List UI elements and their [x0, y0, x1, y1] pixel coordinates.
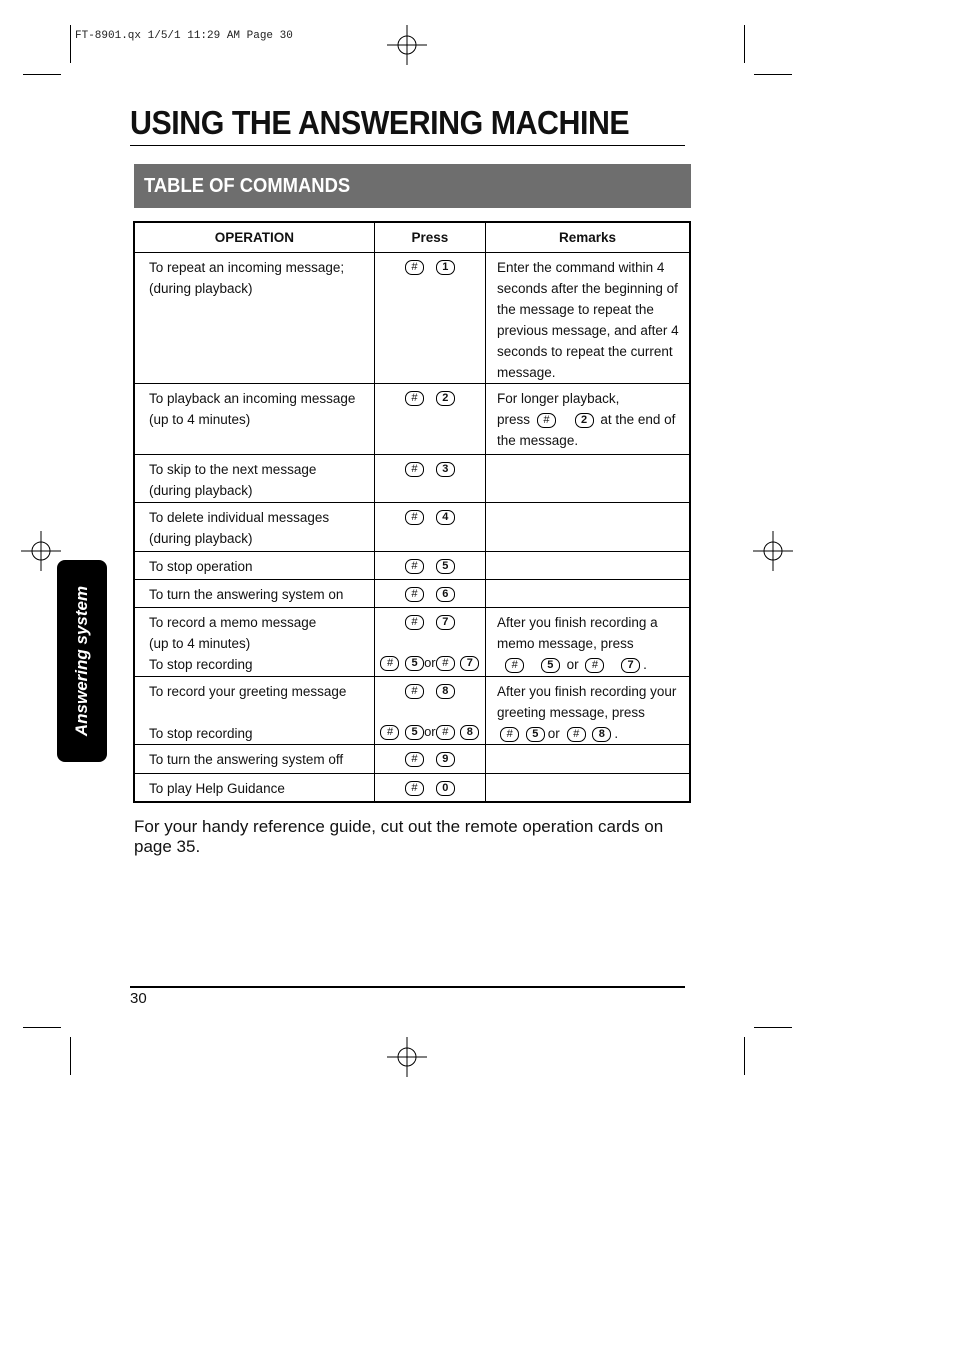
- page-number: 30: [130, 990, 147, 1007]
- remark-text: the message.: [497, 433, 579, 448]
- hash-key-icon: #: [405, 510, 424, 525]
- hash-key-icon: #: [405, 391, 424, 406]
- operation-text: To record a memo message: [149, 615, 317, 630]
- number-key-icon: 7: [460, 656, 479, 671]
- table-row: [134, 774, 690, 802]
- hash-key-icon: #: [405, 781, 424, 796]
- remark-line: [497, 723, 683, 744]
- number-key-icon: 1: [436, 260, 455, 275]
- column-header-operation: OPERATION: [134, 222, 374, 253]
- side-tab: [57, 560, 107, 762]
- remark-text: seconds to repeat the current: [497, 344, 673, 359]
- or-text: or: [566, 657, 579, 672]
- hash-key-icon: #: [436, 725, 455, 740]
- number-key-icon: 3: [436, 462, 455, 477]
- operation-text: (during playback): [149, 281, 253, 296]
- number-key-icon: 7: [621, 658, 640, 673]
- number-key-icon: 8: [460, 725, 479, 740]
- table-row: [134, 503, 690, 552]
- remark-line: [497, 409, 683, 430]
- remark-text: memo message, press: [497, 636, 634, 651]
- crop-mark: [744, 25, 745, 63]
- table-row: [134, 745, 690, 774]
- remark-text: .: [614, 726, 619, 741]
- number-key-icon: 8: [436, 684, 455, 699]
- table-row: [134, 677, 690, 745]
- registration-mark-icon: [387, 1037, 427, 1077]
- hash-key-icon: #: [585, 658, 604, 673]
- operation-text: (up to 4 minutes): [149, 412, 251, 427]
- hash-key-icon: #: [436, 656, 455, 671]
- number-key-icon: 2: [575, 413, 594, 428]
- remark-line: [497, 654, 683, 675]
- remark-text: press: [497, 412, 531, 427]
- number-key-icon: 7: [436, 615, 455, 630]
- footer-rule: [130, 986, 685, 988]
- remark-text: previous message, and after 4: [497, 323, 679, 338]
- section-title: TABLE OF COMMANDS: [144, 175, 351, 197]
- table-row: [134, 384, 690, 455]
- number-key-icon: 5: [526, 727, 545, 742]
- remark-text: After you finish recording a: [497, 615, 658, 630]
- hash-key-icon: #: [405, 752, 424, 767]
- hash-key-icon: #: [405, 462, 424, 477]
- title-rule: [130, 145, 685, 146]
- number-key-icon: 5: [405, 656, 424, 671]
- number-key-icon: 4: [436, 510, 455, 525]
- remark-text: After you finish recording your: [497, 684, 677, 699]
- remark-text: greeting message, press: [497, 705, 645, 720]
- operation-text: To playback an incoming message: [149, 391, 356, 406]
- hash-key-icon: #: [405, 615, 424, 630]
- number-key-icon: 9: [436, 752, 455, 767]
- operation-text: To record your greeting message: [149, 684, 347, 699]
- operation-text: To skip to the next message: [149, 462, 317, 477]
- or-text: or: [547, 726, 560, 741]
- crop-mark: [23, 74, 61, 75]
- hash-key-icon: #: [380, 656, 399, 671]
- or-text: or: [424, 655, 436, 670]
- remark-text: .: [643, 657, 647, 672]
- remark-text: Enter the command within 4: [497, 260, 665, 275]
- footnote: For your handy reference guide, cut out the remote operation cards on page 35.: [134, 817, 664, 856]
- table-row: [134, 455, 690, 503]
- operation-text: To stop recording: [149, 726, 253, 741]
- hash-key-icon: #: [537, 413, 556, 428]
- page-title: USING THE ANSWERING MACHINE: [130, 104, 630, 141]
- operation-text: (up to 4 minutes): [149, 636, 251, 651]
- operation-text: To turn the answering system on: [149, 587, 344, 602]
- number-key-icon: 8: [592, 727, 611, 742]
- crop-mark: [754, 74, 792, 75]
- operation-text: To delete individual messages: [149, 510, 330, 525]
- operation-text: (during playback): [149, 483, 253, 498]
- operation-text: To repeat an incoming message;: [149, 260, 345, 275]
- operation-text: (during playback): [149, 531, 253, 546]
- remark-text: message.: [497, 365, 556, 380]
- number-key-icon: 0: [436, 781, 455, 796]
- operation-text: To stop recording: [149, 657, 253, 672]
- remark-text: the message to repeat the: [497, 302, 654, 317]
- registration-mark-icon: [387, 25, 427, 65]
- hash-key-icon: #: [380, 725, 399, 740]
- number-key-icon: 5: [405, 725, 424, 740]
- number-key-icon: 2: [436, 391, 455, 406]
- number-key-icon: 5: [436, 559, 455, 574]
- column-header-remarks: Remarks: [486, 222, 690, 253]
- operation-text: To turn the answering system off: [149, 752, 344, 767]
- column-header-press: Press: [374, 222, 485, 253]
- hash-key-icon: #: [405, 587, 424, 602]
- crop-mark: [754, 1027, 792, 1028]
- registration-mark-icon: [21, 531, 61, 571]
- table-row: [134, 580, 690, 608]
- crop-mark: [23, 1027, 61, 1028]
- number-key-icon: 6: [436, 587, 455, 602]
- hash-key-icon: #: [405, 559, 424, 574]
- crop-mark: [70, 1037, 71, 1075]
- or-text: or: [424, 724, 436, 739]
- print-slug: FT-8901.qx 1/5/1 11:29 AM Page 30: [75, 30, 293, 42]
- hash-key-icon: #: [567, 727, 586, 742]
- operation-text: To stop operation: [149, 559, 253, 574]
- hash-key-icon: #: [405, 260, 424, 275]
- section-header: [134, 164, 691, 208]
- crop-mark: [70, 25, 71, 63]
- table-header-row: [134, 222, 690, 253]
- table-row: [134, 608, 690, 677]
- hash-key-icon: #: [505, 658, 524, 673]
- operation-text: To play Help Guidance: [149, 781, 285, 796]
- number-key-icon: 5: [541, 658, 560, 673]
- remark-text: seconds after the beginning of: [497, 281, 678, 296]
- remark-text: at the end of: [600, 412, 676, 427]
- commands-table: [133, 221, 691, 803]
- crop-mark: [744, 1037, 745, 1075]
- registration-mark-icon: [753, 531, 793, 571]
- table-row: [134, 253, 690, 384]
- table-row: [134, 552, 690, 580]
- remark-text: For longer playback,: [497, 391, 620, 406]
- hash-key-icon: #: [500, 727, 519, 742]
- hash-key-icon: #: [405, 684, 424, 699]
- side-tab-label: Answering system: [72, 585, 91, 737]
